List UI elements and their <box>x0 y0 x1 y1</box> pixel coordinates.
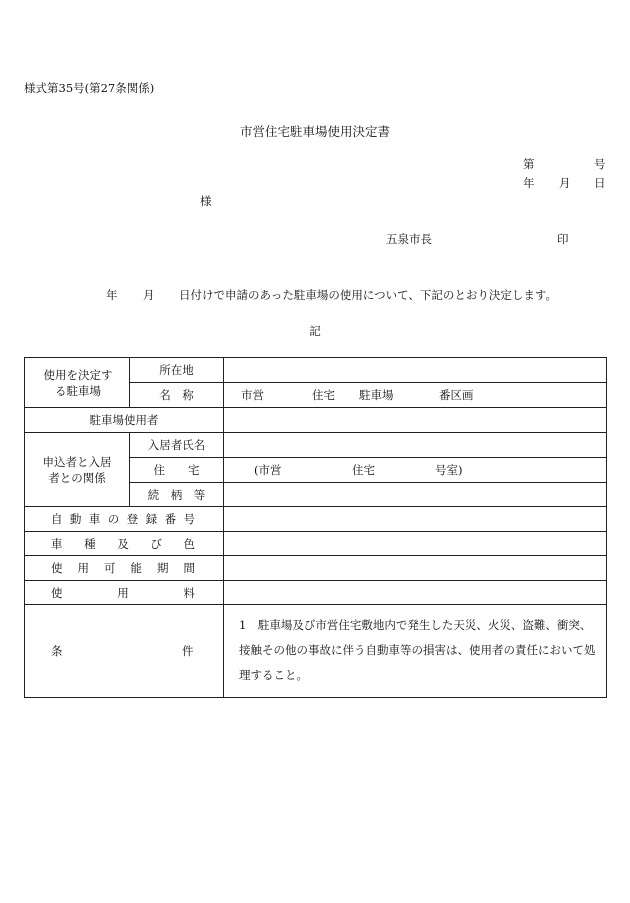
issuer-seal: 印 <box>557 232 569 246</box>
body-month: 月 <box>143 288 155 302</box>
name-value[interactable] <box>224 383 607 408</box>
conditions-label <box>25 605 224 698</box>
body-year: 年 <box>106 288 118 302</box>
period-label: 使用可能期間 <box>25 556 224 581</box>
relationship-label: 続 柄 等 <box>130 483 224 507</box>
page-title: 市営住宅駐車場使用決定書 <box>239 124 390 139</box>
conditions-label-jo: 条 <box>51 644 63 658</box>
user-value[interactable] <box>224 408 607 433</box>
date-day: 日 <box>594 176 606 190</box>
doc-number-go: 号 <box>594 157 606 171</box>
address-label: 住 宅 <box>130 458 224 483</box>
addressee-sama: 様 <box>200 194 212 208</box>
parking-group-label: 使用を決定する駐車場 <box>25 358 130 408</box>
body-text: 日付けで申請のあった駐車場の使用について、下記のとおり決定します。 <box>179 288 558 302</box>
date-month: 月 <box>559 176 571 190</box>
address-value-jutaku: 住宅 <box>352 463 375 477</box>
name-value-chushajo: 駐車場 <box>359 388 394 402</box>
form-number: 様式第35号(第27条関係) <box>24 81 155 95</box>
resident-name-value[interactable] <box>224 433 607 458</box>
form-table <box>24 357 607 698</box>
name-label: 名 称 <box>130 383 224 408</box>
name-value-shiei: 市営 <box>241 388 264 402</box>
fee-label: 使用料 <box>25 581 224 605</box>
name-value-bankukaku: 番区画 <box>439 388 474 402</box>
ki-heading: 記 <box>309 324 321 338</box>
conditions-label-ken: 件 <box>182 644 194 658</box>
location-value[interactable] <box>224 358 607 383</box>
issuer-name: 五泉市長 <box>386 232 432 246</box>
location-label: 所在地 <box>130 358 224 383</box>
relation-group-label: 申込者と入居者との関係 <box>25 433 130 507</box>
fee-value[interactable] <box>224 581 607 605</box>
resident-name-label: 入居者氏名 <box>130 433 224 458</box>
address-value[interactable] <box>224 458 607 483</box>
model-color-value[interactable] <box>224 532 607 556</box>
period-value[interactable] <box>224 556 607 581</box>
registration-value[interactable] <box>224 507 607 532</box>
name-value-jutaku: 住宅 <box>312 388 335 402</box>
model-color-label: 車種及び色 <box>25 532 224 556</box>
user-label: 駐車場使用者 <box>25 408 224 433</box>
conditions-text: 1 駐車場及び市営住宅敷地内で発生した天災、火災、盗難、衝突、接触その他の事故に伴う自動車等の損害は、使用者の責任において処理すること。 <box>224 605 607 698</box>
address-value-goshitsu: 号室) <box>435 463 463 477</box>
address-value-shiei: (市営 <box>254 463 282 477</box>
doc-number-dai: 第 <box>523 157 535 171</box>
relationship-value[interactable] <box>224 483 607 507</box>
registration-label: 自動車の登録番号 <box>25 507 224 532</box>
date-year: 年 <box>523 176 535 190</box>
